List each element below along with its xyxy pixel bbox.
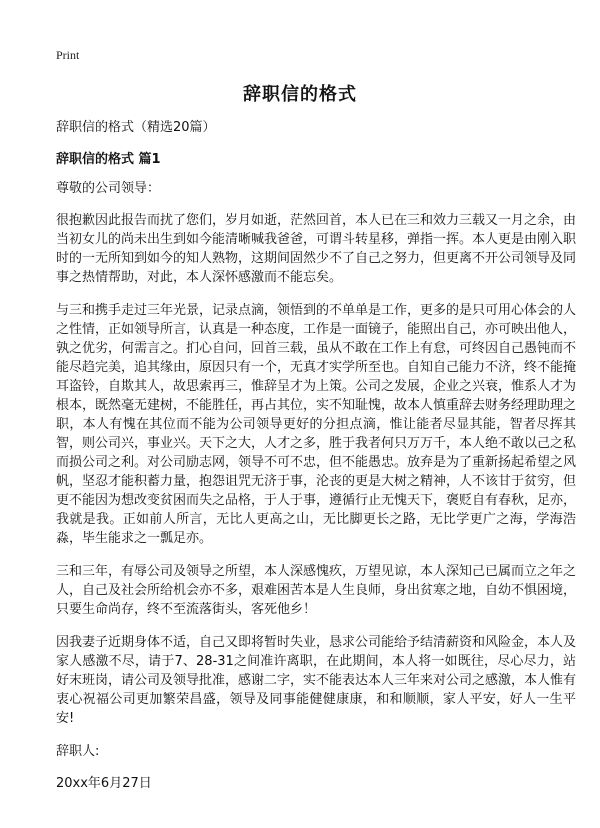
letter-greeting: 尊敬的公司领导：	[56, 181, 161, 196]
letter-paragraph-3: 三和三年，有辱公司及领导之所望，本人深感愧疚，万望见谅，本人深知己已属而立之年之人，自己及社会所给机会亦不多，艰难困苦本是人生良师，身出贫寒之地，自幼不惧困境，只要生命尚存，终不至流落街头，客死他乡！	[56, 564, 577, 617]
letter-paragraph-2: 与三和携手走过三年光景，记录点滴，领悟到的不单单是工作，更多的是只可用心体会的人之性情，正如领导所言，认真是一种态度，工作是一面镜子，能照出自己，亦可映出他人，孰之优劣，何需言之。扪心自问，回首三载，虽从不敢在工作上有怠，可终因自己愚钝而不能尽趋完美，追其缘由，原因只有一个，无真才实学所至也。自知自己能力不济，终不能掩耳盗铃，自欺其人，故思索再三，惟辞呈才为上策。公司之发展，企业之兴衰，惟系人才为根本，既然毫无建树，不能胜任，再占其位，实不知耻愧，故本人慎重辞去财务经理助理之职，本人有愧在其位而不能为公司领导更好的分担点滴，惟让能者尽显其能，智者尽挥其智，则公司兴，事业兴。天下之大，人才之多，胜于我者何只万万千，本人绝不敢以己之私而损公司之利。对公司励志网，领导不可不忠，但不能愚忠。放弃是为了重新扬起希望之风帆，坚忍才能积蓄力量，抱怨诅咒无济于事，沦丧的更是大树之精神，人不该甘于贫穷，但更不能因为想改变贫困而失之品格，于人于事，遵循行止无愧天下，褒贬自有春秋，足亦，我就是我。正如前人所言，无比人更高之山，无比脚更长之路，无比学更广之海，学海浩淼，毕生能求之一瓢足亦。	[56, 303, 577, 546]
letter-date: 20xx年6月27日	[56, 776, 152, 791]
document-body	[56, 118, 576, 793]
document-subtitle: 辞职信的格式（精选20篇）	[56, 120, 216, 135]
document-title: 辞职信的格式	[243, 84, 357, 105]
section-heading: 辞职信的格式 篇1	[56, 152, 161, 167]
letter-signature: 辞职人:	[56, 744, 100, 759]
print-link[interactable]: Print	[56, 48, 80, 62]
letter-paragraph-4: 因我妻子近期身体不适，自己又即将暂时失业，恳求公司能给予结清薪资和风险金，本人及家人感激不尽，请于7、28-31之间准许离职，在此期间，本人将一如既往，尽心尽力，站好末班岗，请公司及领导批准，感谢二字，实不能表达本人三年来对公司之感激，本人惟有衷心祝福公司更加繁荣昌盛，领导及同事能健健康康，和和顺顺，家人平安，好人一生平安!	[56, 635, 577, 726]
letter-paragraph-1: 很抱歉因此报告而扰了您们，岁月如逝，茫然回首，本人已在三和效力三载又一月之余，由当初女儿的尚未出生到如今能清晰喊我爸爸，可谓斗转星移，弹指一挥。本人更是由刚入职时的一无所知到如今的知人熟物，这期间固然少不了自己之努力，但更离不开公司领导及同事之热情帮助，对此，本人深怀感激而不能忘矣。	[56, 213, 577, 285]
